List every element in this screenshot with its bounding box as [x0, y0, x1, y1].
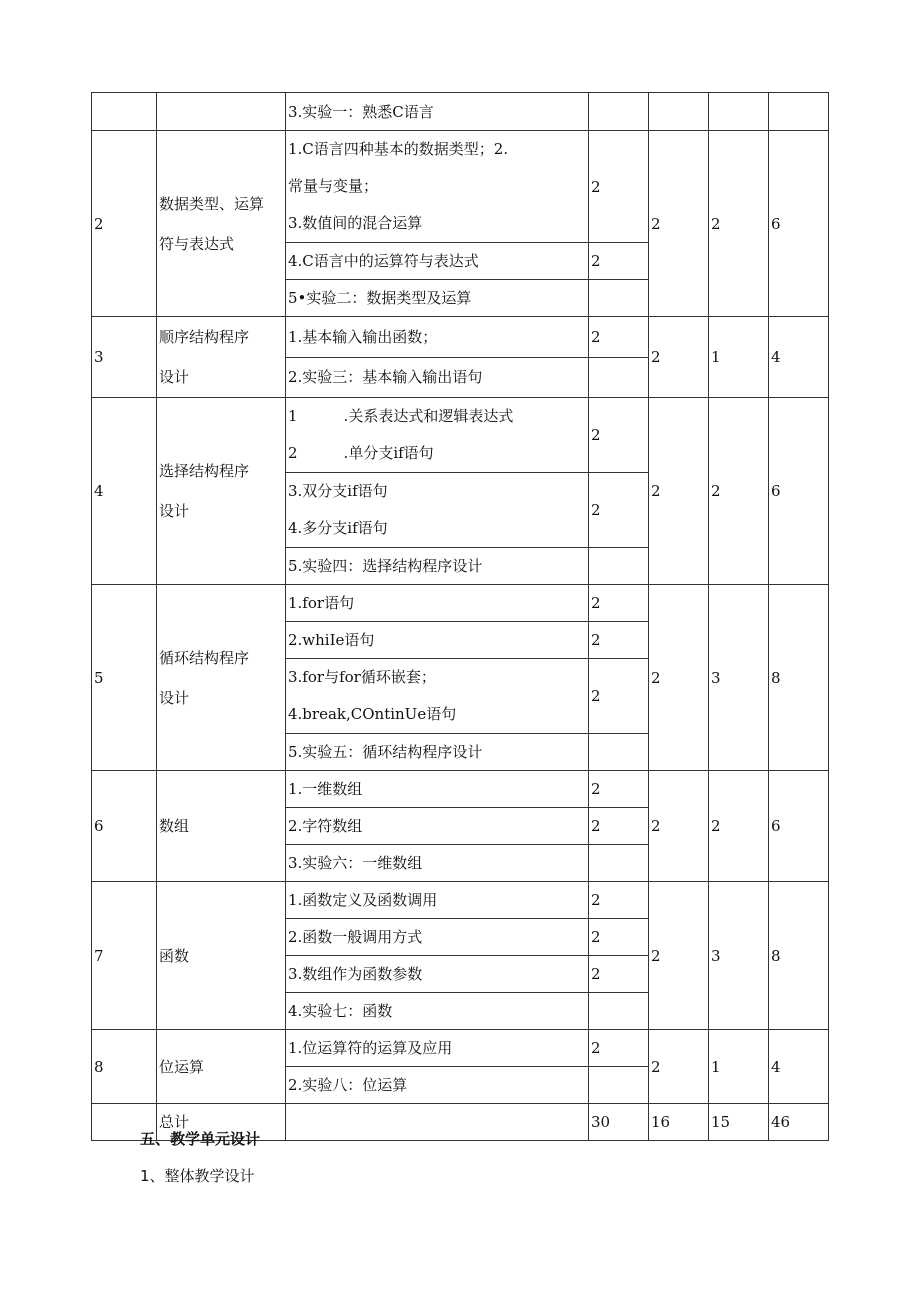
topic-cell: [286, 1104, 589, 1141]
topic-cell: 4.C语言中的运算符与表达式: [286, 243, 589, 280]
total-hours-cell: 8: [769, 585, 829, 771]
total-all-hours: 46: [769, 1104, 829, 1141]
topic-cell: 1.位运算符的运算及应用: [286, 1030, 589, 1067]
practice-hours-cell: 3: [709, 882, 769, 1030]
unit-name-cell: 函数: [157, 882, 286, 1030]
topic-cell: 2.whiIe语句: [286, 622, 589, 659]
lab-hours-cell: 2: [649, 1030, 709, 1104]
topic-cell: 2.实验八：位运算: [286, 1067, 589, 1104]
table-row: [92, 1030, 829, 1067]
table-row: [92, 882, 829, 919]
lab-hours-cell: 2: [649, 317, 709, 398]
total-hours-cell: 6: [769, 131, 829, 317]
section-heading: 五、教学单元设计: [140, 1130, 261, 1148]
topic-cell: 1.基本输入输出函数；: [286, 317, 589, 358]
lab-hours-cell: 2: [649, 882, 709, 1030]
lecture-hours-cell: [589, 548, 649, 585]
unit-name-cell: [157, 93, 286, 131]
unit-number-cell: 5: [92, 585, 157, 771]
topic-cell: 3.数组作为函数参数: [286, 956, 589, 993]
table-row: [92, 585, 829, 622]
total-hours-cell: [769, 93, 829, 131]
unit-number-cell: 4: [92, 398, 157, 585]
course-schedule-table: [91, 92, 829, 1141]
lab-hours-cell: [649, 93, 709, 131]
practice-hours-cell: [709, 93, 769, 131]
lecture-hours-cell: 2: [589, 622, 649, 659]
topic-cell: 3.for与for循环嵌套； 4.break,COntinUe语句: [286, 659, 589, 734]
practice-hours-cell: 1: [709, 317, 769, 398]
lecture-hours-cell: 2: [589, 956, 649, 993]
total-lab-hours: 16: [649, 1104, 709, 1141]
table-row: [92, 771, 829, 808]
unit-name-cell: 数据类型、运算 符与表达式: [157, 131, 286, 317]
lecture-hours-cell: 2: [589, 659, 649, 734]
practice-hours-cell: 1: [709, 1030, 769, 1104]
total-hours-cell: 6: [769, 398, 829, 585]
topic-cell: 3.实验六：一维数组: [286, 845, 589, 882]
lecture-hours-cell: [589, 93, 649, 131]
practice-hours-cell: 2: [709, 131, 769, 317]
lecture-hours-cell: 2: [589, 317, 649, 358]
lecture-hours-cell: 2: [589, 771, 649, 808]
topic-cell: 5.实验五：循环结构程序设计: [286, 734, 589, 771]
lecture-hours-cell: 2: [589, 243, 649, 280]
table-row: [92, 131, 829, 243]
total-hours-cell: 8: [769, 882, 829, 1030]
lecture-hours-cell: 2: [589, 882, 649, 919]
practice-hours-cell: 2: [709, 398, 769, 585]
practice-hours-cell: 3: [709, 585, 769, 771]
lab-hours-cell: 2: [649, 131, 709, 317]
table-row: [92, 317, 829, 358]
topic-cell: 1 .关系表达式和逻辑表达式 2 .单分支if语句: [286, 398, 589, 473]
topic-cell: 4.实验七：函数: [286, 993, 589, 1030]
topic-cell: 1.for语句: [286, 585, 589, 622]
topic-cell: 2.字符数组: [286, 808, 589, 845]
table-row: [92, 398, 829, 473]
topic-cell: 1.一维数组: [286, 771, 589, 808]
lecture-hours-cell: [589, 357, 649, 398]
practice-hours-cell: 2: [709, 771, 769, 882]
unit-name-cell: 循环结构程序 设计: [157, 585, 286, 771]
unit-number-cell: 6: [92, 771, 157, 882]
lecture-hours-cell: 2: [589, 131, 649, 243]
topic-cell: 5.实验四：选择结构程序设计: [286, 548, 589, 585]
total-lecture-hours: 30: [589, 1104, 649, 1141]
unit-number-cell: 8: [92, 1030, 157, 1104]
unit-name-cell: 顺序结构程序 设计: [157, 317, 286, 398]
unit-number-cell: [92, 93, 157, 131]
lecture-hours-cell: [589, 280, 649, 317]
lecture-hours-cell: 2: [589, 585, 649, 622]
unit-name-cell: 位运算: [157, 1030, 286, 1104]
subsection-heading: 1、整体教学设计: [140, 1167, 255, 1185]
topic-cell: 3.双分支if语句 4.多分支if语句: [286, 473, 589, 548]
table-row: [92, 93, 829, 131]
lecture-hours-cell: 2: [589, 1030, 649, 1067]
topic-cell: 1.C语言四种基本的数据类型；2. 常量与变量； 3.数值间的混合运算: [286, 131, 589, 243]
lab-hours-cell: 2: [649, 585, 709, 771]
total-practice-hours: 15: [709, 1104, 769, 1141]
lecture-hours-cell: [589, 993, 649, 1030]
total-hours-cell: 6: [769, 771, 829, 882]
lecture-hours-cell: 2: [589, 398, 649, 473]
lecture-hours-cell: [589, 1067, 649, 1104]
lecture-hours-cell: [589, 734, 649, 771]
total-hours-cell: 4: [769, 1030, 829, 1104]
topic-cell: 2.实验三：基本输入输出语句: [286, 357, 589, 398]
topic-cell: 5•实验二：数据类型及运算: [286, 280, 589, 317]
unit-number-cell: 2: [92, 131, 157, 317]
lecture-hours-cell: 2: [589, 473, 649, 548]
topic-cell: 2.函数一般调用方式: [286, 919, 589, 956]
lab-hours-cell: 2: [649, 398, 709, 585]
lecture-hours-cell: 2: [589, 919, 649, 956]
unit-name-cell: 数组: [157, 771, 286, 882]
unit-number-cell: 3: [92, 317, 157, 398]
lab-hours-cell: 2: [649, 771, 709, 882]
unit-number-cell: 7: [92, 882, 157, 1030]
topic-cell: 3.实验一：熟悉C语言: [286, 93, 589, 131]
total-hours-cell: 4: [769, 317, 829, 398]
unit-name-cell: 选择结构程序 设计: [157, 398, 286, 585]
total-label: 总计: [157, 1104, 286, 1141]
lecture-hours-cell: [589, 845, 649, 882]
topic-cell: 1.函数定义及函数调用: [286, 882, 589, 919]
lecture-hours-cell: 2: [589, 808, 649, 845]
